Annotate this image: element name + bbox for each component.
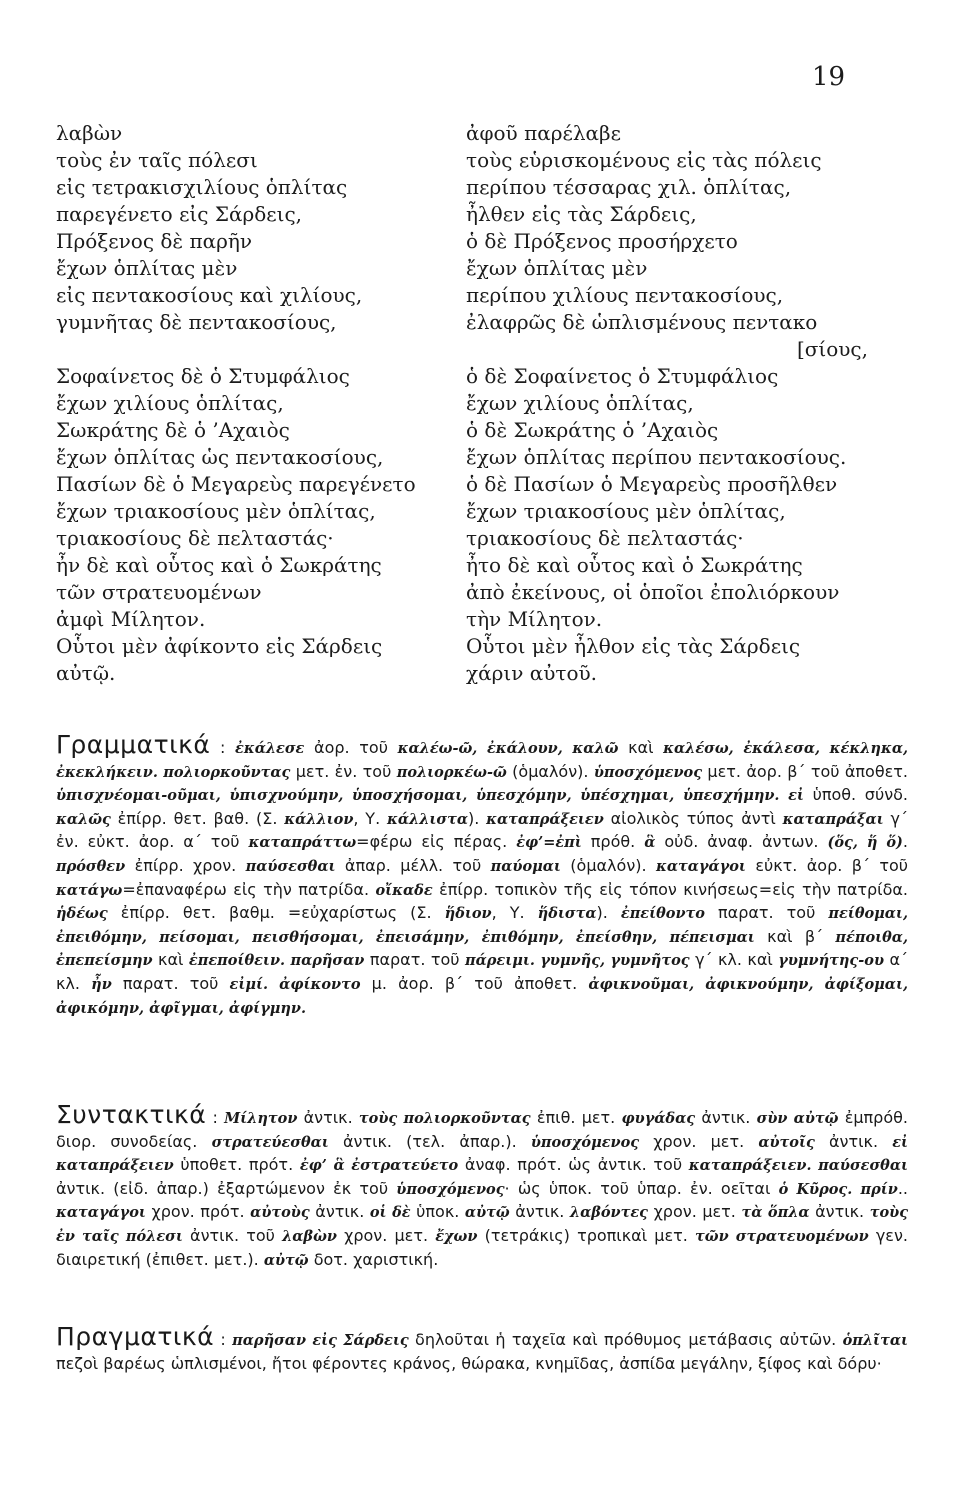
note-text: .. <box>897 1178 908 1198</box>
note-term: ἐπεποίθειν. παρῆσαν <box>188 952 365 970</box>
note-text: ἀναφ. πρότ. ὡς ἀντικ. τοῦ <box>458 1155 689 1175</box>
note-text: εὐκτ. ἀορ. β΄ τοῦ <box>745 855 909 875</box>
note-text: χρον. πρότ. <box>145 1202 251 1222</box>
note-term: γυμνήτης-ου <box>778 952 885 970</box>
note-text: ἐπίρρ. τοπικὸν τῆς εἰς τόπον κινήσεως=εἰς τὴν πατρίδα. <box>432 879 908 899</box>
ancient-line: ἔχων ὁπλίτας ὡς πεντακοσίους, <box>56 445 384 469</box>
note-term: καταπράξειεν. παύσεσθαι <box>688 1157 909 1175</box>
note-term: τοὺς πολιορκοῦντας <box>358 1110 531 1127</box>
note-term: λαβόντες <box>569 1204 648 1222</box>
note-text: ). <box>596 903 621 923</box>
note-text: ἀορ. τοῦ <box>304 738 398 757</box>
translation-line: ὁ δὲ Πρόξενος προσήρχετο <box>466 229 738 253</box>
ancient-line: αὐτῷ. <box>56 661 116 685</box>
note-text: =φέρω εἰς πέρας. <box>356 832 517 852</box>
syntax-notes-body <box>56 1108 908 1269</box>
note-term: εἰμί. ἀφίκοντο <box>229 975 361 993</box>
note-term: ἀφικνοῦμαι, ἀφικνούμην, ἀφίξομαι, ἀφικόμην, ἀφῖγμαι, ἀφίγμην. <box>56 975 909 1017</box>
note-text: ἀντικ. <box>509 1202 570 1222</box>
note-text: μετ. ἐν. τοῦ <box>290 761 397 781</box>
note-term: καταγάγοι <box>655 857 746 875</box>
note-term: ἐφ’ ἃ ἐστρατεύετο <box>299 1157 459 1175</box>
pragmatics-heading: Πραγματικά <box>56 1322 215 1351</box>
note-term: τὰ ὅπλα <box>741 1204 810 1222</box>
translation-line: ἔχων τριακοσίους μὲν ὁπλίτας, <box>466 499 786 523</box>
note-term: αὐτοῖς <box>758 1133 815 1151</box>
note-term: κάλλιστα <box>387 810 468 828</box>
note-term: παύσεσθαι <box>245 857 336 875</box>
note-text: μετ. ἀορ. β΄ τοῦ ἀποθετ. <box>702 761 908 781</box>
note-term: πείθομαι, ἐπειθόμην, πείσομαι, πεισθήσομαι, ἐπεισάμην, ἐπιθόμην, ἐπείσθην, πέπεισμαι <box>56 905 908 946</box>
translation-line: ἔχων ὁπλίτας μὲν <box>466 256 648 280</box>
ancient-line: τῶν στρατευομένων <box>56 580 262 604</box>
note-text: ἀντικ. <box>309 1202 370 1222</box>
grammar-notes-body <box>56 738 908 1017</box>
note-text: (ὁμαλόν). <box>560 855 656 875</box>
ancient-line: ἀμφὶ Μίλητον. <box>56 607 206 631</box>
note-text: ἀπαρ. μέλλ. τοῦ <box>335 855 491 875</box>
note-text: δηλοῦται ἡ ταχεῖα καὶ πρόθυμος μετάβασις αὐτῶν. <box>408 1330 843 1349</box>
note-text: ἐπίρρ. θετ. βαθ. (Σ. <box>110 808 285 828</box>
translation-line: ὁ δὲ Πασίων ὁ Μεγαρεὺς προσῆλθεν <box>466 472 838 496</box>
note-term: πάρειμι. γυμνῆς, γυμνῆτος <box>465 952 690 970</box>
note-text: παρατ. τοῦ <box>704 903 829 923</box>
note-text: ἀντικ. (τελ. ἀπαρ.). <box>328 1131 531 1151</box>
ancient-line <box>56 336 456 363</box>
translation-line: τριακοσίους δὲ πελταστάς· <box>466 526 744 550</box>
translation-line: ὁ δὲ Σοφαίνετος ὁ Στυμφάλιος <box>466 364 779 388</box>
note-text: παρατ. τοῦ <box>111 973 230 993</box>
note-term: σὺν αὐτῷ <box>756 1110 839 1127</box>
note-term: τοὺς ἐν ταῖς πόλεσι <box>56 1204 909 1245</box>
note-term: παύομαι <box>490 857 561 875</box>
note-text: , Υ. <box>353 808 387 828</box>
ancient-line: ἔχων ὁπλίτας μὲν <box>56 256 238 280</box>
translation-line: ἀφοῦ παρέλαβε <box>466 121 621 145</box>
note-term: ἐπείθοντο <box>620 905 705 923</box>
translation-line: περίπου τέσσαρας χιλ. ὁπλίτας, <box>466 175 792 199</box>
note-term: καλῶς <box>56 810 111 828</box>
note-term: αὐτῷ <box>464 1204 510 1222</box>
ancient-line: Σοφαίνετος δὲ ὁ Στυμφάλιος <box>56 364 350 388</box>
ancient-line: Πασίων δὲ ὁ Μεγαρεὺς παρεγένετο <box>56 472 416 496</box>
note-term: ἡδέως <box>56 905 108 923</box>
note-text: ἀντικ. <box>297 1108 359 1127</box>
translation-line: ἔχων χιλίους ὁπλίτας, <box>466 391 694 415</box>
note-term: κατάγω <box>56 881 123 899</box>
ancient-text-column <box>56 120 456 687</box>
note-text: ὑποθ. σύνδ. <box>803 785 909 805</box>
ancient-line: Σωκράτης δὲ ὁ ’Αχαιὸς <box>56 418 290 442</box>
ancient-line: Οὗτοι μὲν ἀφίκοντο εἰς Σάρδεις <box>56 634 383 658</box>
ancient-line: Πρόξενος δὲ παρῆν <box>56 229 253 253</box>
note-text: μ. ἀορ. β΄ τοῦ ἀποθετ. <box>360 973 589 993</box>
syntax-heading: Συντακτικά <box>56 1100 207 1129</box>
note-term: οἴκαδε <box>375 881 433 899</box>
translation-line: [σίους, <box>796 337 868 361</box>
note-term: παρῆσαν εἰς Σάρδεις <box>232 1332 409 1349</box>
ancient-line: ἔχων χιλίους ὁπλίτας, <box>56 391 284 415</box>
note-text: ἀντικ. τοῦ <box>182 1225 283 1245</box>
note-text: παρατ. τοῦ <box>364 950 466 970</box>
note-term: καλέσω, ἐκάλεσα, κέκληκα, ἐκεκλήκειν. πολιορκοῦντας <box>56 740 909 781</box>
note-text: ἀντικ. <box>814 1131 893 1151</box>
note-text: α΄ κλ. <box>56 950 909 993</box>
note-text: · ὡς ὑποκ. τοῦ ὑπαρ. ἐν. οεῖται <box>504 1178 779 1198</box>
note-term: πολιορκέω-ῶ <box>396 763 507 781</box>
note-text: ). <box>467 808 487 828</box>
note-text: (ὁμαλόν). <box>506 761 594 781</box>
ancient-line: ἦν δὲ καὶ οὗτος καὶ ὁ Σωκράτης <box>56 553 382 577</box>
note-text: ἀντικ. (εἰδ. ἀπαρ.) ἐξαρτώμενον ἐκ τοῦ <box>56 1178 397 1198</box>
translation-line: ἦτο δὲ καὶ οὗτος καὶ ὁ Σωκράτης <box>466 553 803 577</box>
translation-line: ἐλαφρῶς δὲ ὡπλισμένους πεντακο <box>466 310 818 334</box>
translation-line: περίπου χιλίους πεντακοσίους, <box>466 283 784 307</box>
note-text: οὐδ. ἀναφ. ἀντων. <box>655 832 828 852</box>
note-text: γεν. διαιρετική (ἐπιθετ. μετ.). <box>56 1225 908 1269</box>
translation-line: ἦλθεν εἰς τὰς Σάρδεις, <box>466 202 697 226</box>
note-term: ἥδιον <box>444 905 492 923</box>
note-term: κάλλιον <box>284 810 354 828</box>
note-term: ὑποσχόμενος <box>530 1133 640 1151</box>
note-text: χρον. μετ. <box>648 1202 742 1222</box>
note-term: καταπράξειεν <box>486 810 604 828</box>
note-term: Μίλητον <box>224 1110 298 1127</box>
note-term: φυγάδας <box>621 1110 696 1127</box>
note-text: (τετράκις) τροπικαὶ μετ. <box>477 1225 695 1245</box>
page-number: 19 <box>812 62 846 92</box>
translation-line: τὴν Μίλητον. <box>466 607 603 631</box>
note-term: ἐφ’=ἐπὶ <box>516 834 582 852</box>
note-text: ὑποθετ. πρότ. <box>173 1155 300 1175</box>
note-text: , Υ. <box>491 903 538 923</box>
note-term: καταγάγοι <box>56 1204 146 1222</box>
note-term: αὐτῷ <box>263 1251 309 1269</box>
grammar-notes: Γραμματικά : ἐκάλεσε ἀορ. τοῦ καλέω-ῶ, ἐκάλουν, καλῶ καὶ καλέσω, ἐκάλεσα, κέκληκα, ἐκεκλήκειν. πολιορκοῦντας μετ. ἐν. τοῦ πολιορκέω-ῶ (ὁμαλόν). ὑποσχόμενος μετ. ἀορ. β΄ τοῦ ἀποθετ. ὑπισχνέομαι-οῦμαι, ὑπισχνούμην, ὑποσχήσομαι, ὑπεσχόμην, ὑπέσχημαι, ὑπεσχήμην. εἰ ὑποθ. σύνδ. καλῶς ἐπίρρ. θετ. βαθ. (Σ. κάλλιον, Υ. κάλλιστα). καταπράξειεν αἰολικὸς τύπος ἀντὶ καταπράξαι γ΄ ἐν. εὐκτ. ἀορ. α΄ τοῦ καταπράττω=φέρω εἰς πέρας. ἐφ’=ἐπὶ πρόθ. ἃ οὐδ. ἀναφ. ἀντων. (ὅς, ἥ ὅ). πρόσθεν ἐπίρρ. χρον. παύσεσθαι ἀπαρ. μέλλ. τοῦ παύομαι (ὁμαλόν). καταγάγοι εὐκτ. ἀορ. β΄ τοῦ κατάγω=ἐπαναφέρω εἰς τὴν πατρίδα. οἴκαδε ἐπίρρ. τοπικὸν τῆς εἰς τόπον κινήσεως=εἰς τὴν πατρίδα. ἡδέως ἐπίρρ. θετ. βαθμ. =εὐχαρίστως (Σ. ἥδιον, Υ. ἥδιστα). ἐπείθοντο παρατ. τοῦ πείθομαι, ἐπειθόμην, πείσομαι, πεισθήσομαι, ἐπεισάμην, ἐπιθόμην, ἐπείσθην, πέπεισμαι καὶ β΄ πέποιθα, ἐπεπείσμην καὶ ἐπεποίθειν. παρῆσαν παρατ. τοῦ πάρειμι. γυμνῆς, γυμνῆτος γ΄ κλ. καὶ γυμνήτης-ου α΄ κλ. ἦν παρατ. τοῦ εἰμί. ἀφίκοντο μ. ἀορ. β΄ τοῦ ἀποθετ. ἀφικνοῦμαι, ἀφικνούμην, ἀφίξομαι, ἀφικόμην, ἀφῖγμαι, ἀφίγμην. <box>56 730 909 1017</box>
ancient-line: γυμνῆτας δὲ πεντακοσίους, <box>56 310 337 334</box>
ancient-line: τριακοσίους δὲ πελταστάς· <box>56 526 334 550</box>
note-term: τῶν στρατευομένων <box>695 1227 869 1245</box>
note-text: πρόθ. <box>581 832 645 852</box>
note-term: εἰ καταπράξειεν <box>56 1133 909 1175</box>
note-term: καλέω-ῶ, ἐκάλουν, καλῶ <box>397 740 619 757</box>
note-text: ἀντικ. <box>809 1202 870 1222</box>
note-text: ἐπίρρ. θετ. βαθμ. =εὐχαρίστως (Σ. <box>107 903 445 923</box>
translation-line: ὁ δὲ Σωκράτης ὁ ’Αχαιὸς <box>466 418 719 442</box>
translation-line: ἀπὸ ἐκείνους, οἱ ὁποῖοι ἐπολιόρκουν <box>466 580 840 604</box>
note-text: ἐπιθ. μετ. <box>530 1108 622 1127</box>
note-text: καὶ <box>618 738 664 757</box>
note-text: ὑποκ. <box>410 1202 465 1222</box>
note-term: ἔχων <box>435 1227 478 1245</box>
note-text: χρον. μετ. <box>639 1131 759 1151</box>
note-term: ὑπισχνέομαι-οῦμαι, ὑπισχνούμην, ὑποσχήσομαι, ὑπεσχόμην, ὑπέσχημαι, ὑπεσχήμην. εἰ <box>56 787 804 805</box>
translation-line: χάριν αὐτοῦ. <box>466 661 598 685</box>
note-term: πέποιθα, ἐπεπείσμην <box>56 928 909 970</box>
ancient-line: εἰς πεντακοσίους καὶ χιλίους, <box>56 283 363 307</box>
note-term: ἥδιστα <box>537 905 597 923</box>
pragmatics-notes: Πραγματικά : παρῆσαν εἰς Σάρδεις δηλοῦται ἡ ταχεῖα καὶ πρόθυμος μετάβασις αὐτῶν. ὁπλῖται πεζοὶ βαρέως ὡπλισμένοι, ἤτοι φέροντες κράνος, θώρακα, κνημῖδας, ἀσπίδα μεγάλην, ξίφος καὶ δόρυ· <box>56 1322 909 1373</box>
note-term: (ὅς, ἥ ὅ) <box>827 834 903 852</box>
translation-line: τοὺς εὑρισκομένους εἰς τὰς πόλεις <box>466 148 822 172</box>
note-term: πρόσθεν <box>56 857 126 875</box>
note-term: καταπράξαι <box>782 810 884 828</box>
note-term: οἱ δὲ <box>369 1204 411 1222</box>
note-text: αἰολικὸς τύπος ἀντὶ <box>603 808 783 828</box>
note-text: χρον. μετ. <box>336 1225 436 1245</box>
note-text: καὶ β΄ <box>754 926 836 946</box>
translation-column <box>466 120 906 687</box>
ancient-line: τοὺς ἐν ταῖς πόλεσι <box>56 148 258 172</box>
note-term: ὑποσχόμενος <box>396 1180 505 1198</box>
grammar-heading: Γραμματικά <box>56 730 211 759</box>
note-term: αὐτοὺς <box>250 1204 310 1222</box>
syntax-notes: Συντακτικά : Μίλητον ἀντικ. τοὺς πολιορκοῦντας ἐπιθ. μετ. φυγάδας ἀντικ. σὺν αὐτῷ ἐμπρόθ. διορ. συνοδείας. στρατεύεσθαι ἀντικ. (τελ. ἀπαρ.). ὑποσχόμενος χρον. μετ. αὐτοῖς ἀντικ. εἰ καταπράξειεν ὑποθετ. πρότ. ἐφ’ ἃ ἐστρατεύετο ἀναφ. πρότ. ὡς ἀντικ. τοῦ καταπράξειεν. παύσεσθαι ἀντικ. (εἰδ. ἀπαρ.) ἐξαρτώμενον ἐκ τοῦ ὑποσχόμενος· ὡς ὑποκ. τοῦ ὑπαρ. ἐν. οεῖται ὁ Κῦρος. πρίν.. καταγάγοι χρον. πρότ. αὐτοὺς ἀντικ. οἱ δὲ ὑποκ. αὐτῷ ἀντικ. λαβόντες χρον. μετ. τὰ ὅπλα ἀντικ. τοὺς ἐν ταῖς πόλεσι ἀντικ. τοῦ λαβὼν χρον. μετ. ἔχων (τετράκις) τροπικαὶ μετ. τῶν στρατευομένων γεν. διαιρετική (ἐπιθετ. μετ.). αὐτῷ δοτ. χαριστική. <box>56 1100 909 1269</box>
note-text: =ἐπαναφέρω εἰς τὴν πατρίδα. <box>122 879 376 899</box>
note-term: ὁ Κῦρος. πρίν <box>778 1180 898 1198</box>
note-text: γ΄ ἐν. εὐκτ. ἀορ. α΄ τοῦ <box>56 808 908 852</box>
ancient-line: λαβὼν <box>56 121 123 145</box>
note-text: δοτ. χαριστική. <box>308 1249 439 1269</box>
note-text: ἐμπρόθ. διορ. συνοδείας. <box>56 1108 908 1151</box>
ancient-line: παρεγένετο εἰς Σάρδεις, <box>56 202 303 226</box>
note-text: . <box>902 832 908 852</box>
note-text: ἐπίρρ. χρον. <box>125 855 246 875</box>
ancient-line: εἰς τετρακισχιλίους ὁπλίτας <box>56 175 348 199</box>
note-term: ἦν <box>91 975 112 993</box>
note-term: λαβὼν <box>282 1227 337 1245</box>
translation-line: Οὗτοι μὲν ἦλθον εἰς τὰς Σάρδεις <box>466 634 801 658</box>
note-term: καταπράττω <box>248 834 357 852</box>
ancient-line: ἔχων τριακοσίους μὲν ὁπλίτας, <box>56 499 376 523</box>
translation-line: ἔχων ὁπλίτας περίπου πεντακοσίους. <box>466 445 847 469</box>
note-term: ἃ <box>644 834 656 852</box>
note-term: ὑποσχόμενος <box>593 763 703 781</box>
note-text: γ΄ κλ. καὶ <box>689 950 779 970</box>
note-text: πεζοὶ βαρέως ὡπλισμένοι, ἤτοι φέροντες κράνος, θώρακα, κνημῖδας, ἀσπίδα μεγάλην, ξίφος καὶ δόρυ· <box>56 1353 882 1373</box>
note-term: ὁπλῖται <box>842 1332 909 1349</box>
note-text: καὶ <box>152 950 189 970</box>
note-term: ἐκάλεσε <box>235 740 305 757</box>
note-term: στρατεύεσθαι <box>211 1133 329 1151</box>
note-text: ἀντικ. <box>695 1108 757 1127</box>
